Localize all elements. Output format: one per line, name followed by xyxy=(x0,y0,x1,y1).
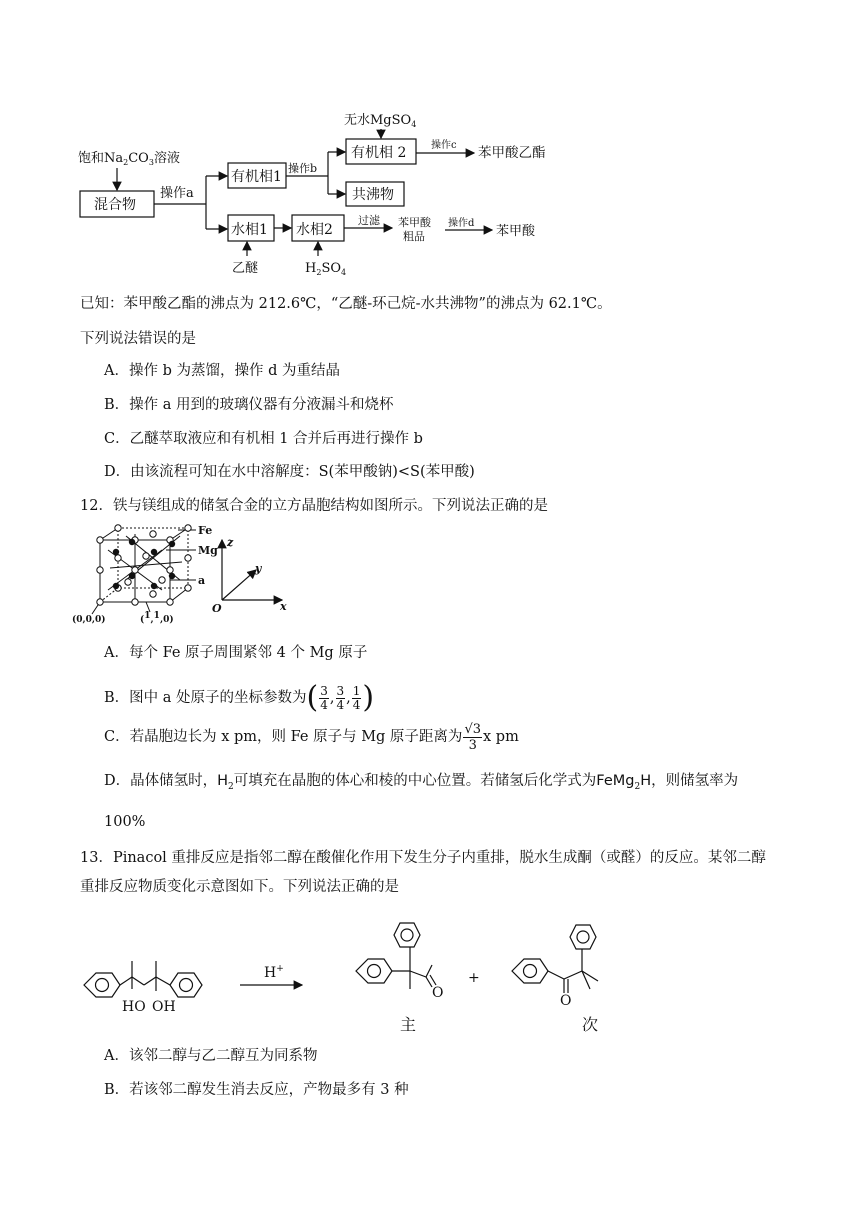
axis-o-label: O xyxy=(212,602,222,615)
q11-option-d: D．由该流程可知在水中溶解度：S(苯甲酸钠)<S(苯甲酸) xyxy=(104,464,475,480)
q12-option-b: B．图中 a 处原子的坐标参数为 ( $\frac{3}{4}$ , $\frac{3}{4}$ , $\frac{1}{4}$ ) xyxy=(104,680,375,715)
reagent-left: 饱和Na xyxy=(78,151,124,166)
label-fe: Fe xyxy=(198,524,213,537)
q11-option-b: B．操作 a 用到的玻璃仪器有分液漏斗和烧杯 xyxy=(104,397,394,413)
axis-y-label: y xyxy=(255,562,262,575)
ether-label: 乙醚 xyxy=(232,261,259,276)
svg-text:H2SO4: $H_2SO_4$ xyxy=(305,261,347,277)
q11-known: 已知：苯甲酸乙酯的沸点为 212.6℃，“乙醚-环己烷-水共沸物”的沸点为 62.1℃。 xyxy=(80,296,612,312)
q13-option-a: A．该邻二醇与乙二醇互为同系物 xyxy=(104,1048,318,1064)
catalyst-label: H xyxy=(264,965,277,981)
q12-option-a: A．每个 Fe 原子周围紧邻 4 个 Mg 原子 xyxy=(104,645,368,661)
q11-option-c: C．乙醚萃取液应和有机相 1 合并后再进行操作 b xyxy=(104,431,423,447)
aqueous2-label: 水相2 xyxy=(296,222,333,238)
crystal-cell-figure xyxy=(70,520,300,630)
q12-stem: 12．铁与镁组成的储氢合金的立方晶胞结构如图所示。下列说法正确的是 xyxy=(80,498,548,514)
mixture-label: 混合物 xyxy=(94,197,136,213)
label-minor: 次 xyxy=(582,1015,599,1034)
q11-prompt: 下列说法错误的是 xyxy=(80,331,196,347)
op-b-label: 操作b xyxy=(288,162,318,175)
coord-label: (1,1,0) xyxy=(140,611,174,625)
svg-text:饱和Na2CO3溶液: 饱和$Na_2CO_3$溶液 xyxy=(78,151,180,167)
origin-label: (0,0,0) xyxy=(72,615,106,625)
plus-sign: + xyxy=(468,970,480,986)
acid-label: H xyxy=(305,261,317,276)
q12-option-d: D．晶体储氢时，$H_2$可填充在晶胞的体心和棱的中心位置。若储氢后化学式为FeMg$_2$H，则储氢率为 xyxy=(104,773,739,792)
op-c-label: 操作c xyxy=(431,140,457,151)
svg-text:无水MgSO4: 无水MgSO$_4$ xyxy=(344,113,417,129)
q13-option-b: B．若该邻二醇发生消去反应，产物最多有 3 种 xyxy=(104,1082,409,1098)
organic1-label: 有机相1 xyxy=(231,169,282,185)
q13-stem-line2: 重排反应物质变化示意图如下。下列说法正确的是 xyxy=(80,879,399,895)
label-major: 主 xyxy=(400,1015,417,1034)
q11-option-a: A．操作 b 为蒸馏，操作 d 为重结晶 xyxy=(104,363,340,379)
aqueous1-label: 水相1 xyxy=(231,222,268,238)
label-a: a xyxy=(198,574,206,587)
ethyl-benzoate-label: 苯甲酸乙酯 xyxy=(478,145,546,161)
crude-line1: 苯甲酸 xyxy=(398,216,431,229)
flowchart xyxy=(0,100,860,280)
axis-z-label: z xyxy=(227,536,234,549)
pinacol-reaction-scheme xyxy=(70,905,670,1040)
label-o-minor: O xyxy=(560,993,572,1009)
q13-stem-line1: 13．Pinacol 重排反应是指邻二醇在酸催化作用下发生分子内重排，脱水生成酮（或醛）的反应。某邻二醇 xyxy=(80,850,766,866)
axis-x-label: x xyxy=(280,600,287,613)
q12-option-c: C．若晶胞边长为 x pm，则 Fe 原子与 Mg 原子距离为 $\frac{√3}{3}$ x pm xyxy=(104,721,519,753)
reagent-top: 无水MgSO xyxy=(344,113,412,128)
organic2-label: 有机相 2 xyxy=(351,145,407,161)
label-ho: HO xyxy=(122,999,146,1015)
filter-label: 过滤 xyxy=(358,214,380,227)
svg-text:H+: H+ xyxy=(264,964,284,981)
benzoic-acid-label: 苯甲酸 xyxy=(496,224,536,239)
q12-option-d-cont: 100% xyxy=(104,814,146,830)
label-o-major: O xyxy=(432,985,444,1001)
label-mg: Mg xyxy=(198,544,218,557)
op-a-label: 操作a xyxy=(160,186,194,201)
op-d-label: 操作d xyxy=(448,218,475,229)
crude-line2: 粗品 xyxy=(403,230,425,243)
label-oh: OH xyxy=(152,999,176,1015)
azeotrope-label: 共沸物 xyxy=(352,187,394,203)
